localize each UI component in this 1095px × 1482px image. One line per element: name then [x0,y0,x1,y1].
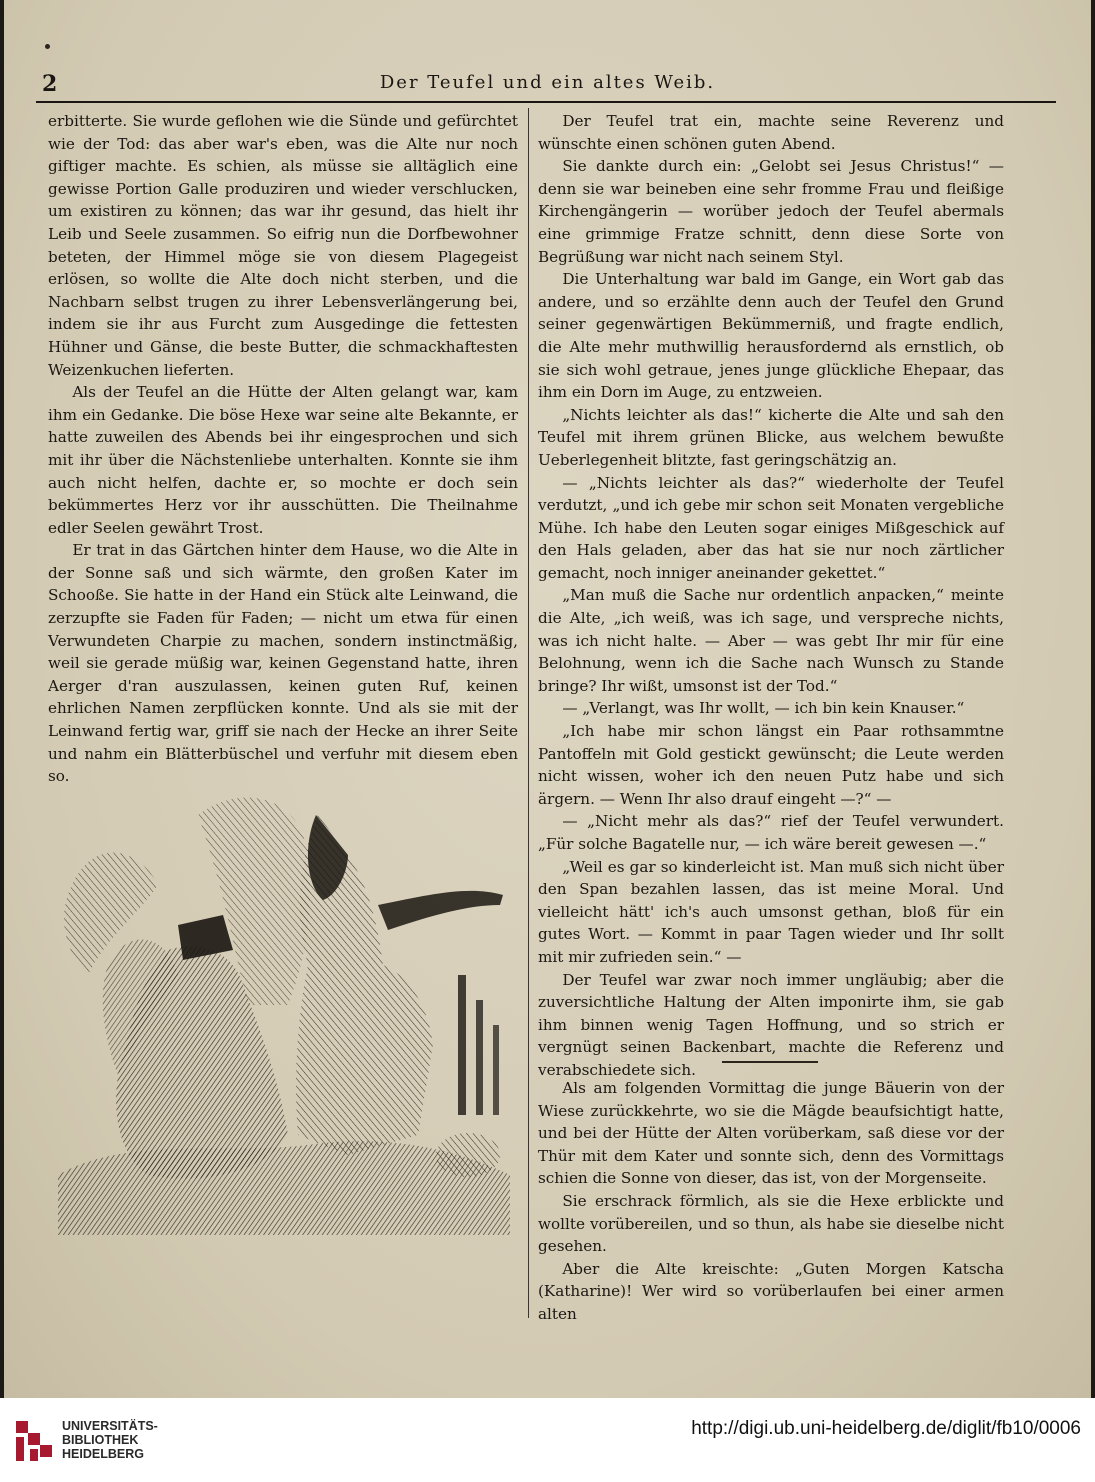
paragraph: „Ich habe mir schon längst ein Paar rothsammtne Pantoffeln mit Gold gestickt gewünscht; die Leute werden nicht wissen, woher ich den neuen Putz habe und sich ärgern. — Wenn Ihr also drauf eingeht —?“ — [538,722,1004,808]
paragraph: Die Unterhaltung war bald im Gange, ein Wort gab das andere, und so erzählte denn auch der Teufel den Grund seiner gegenwärtigen Bekümmerniß, und fragte endlich, die Alte mehr muthwillig herausfordernd als ernstlich, ob sie sich wohl getraue, jenes junge glückliche Ehepaar, das ihm ein Dorn im Auge, zu entzweien. [538,270,1004,402]
paragraph: Als am folgenden Vormittag die junge Bäuerin von der Wiese zurückkehrte, wo sie die Mägde beaufsichtigt hatte, und bei der Hütte der Alten vorüberkam, saß diese vor der Thür mit dem Kater und sonnte sich, denn des Vormittags schien die Sonne von dieser, das ist, von der Morgenseite. [538,1079,1004,1188]
section-rule [722,1061,818,1063]
paragraph: Sie dankte durch ein: „Gelobt sei Jesus Christus!“ — denn sie war beineben eine sehr fromme Frau und fleißige Kirchengängerin — worüber jedoch der Teufel abermals eine grimmige Fratze schnitt, denn diese Sorte von Begrüßung war nicht nach seinem Styl. [538,157,1004,266]
library-logo-icon [12,1417,52,1463]
right-text-column [538,110,1004,1079]
paragraph: Sie erschrack förmlich, als sie die Hexe erblickte und wollte vorübereilen, und so thun, als habe sie dieselbe nicht gesehen. [538,1191,1004,1256]
left-text-column [48,110,518,786]
paragraph: erbitterte. Sie wurde geflohen wie die Sünde und gefürchtet wie der Tod: das aber war's eben, was die Alte nur noch giftiger machte. Es schien, als müsse sie alltäglich eine gewisse Portion Galle produziren und wieder verschlucken, um existiren zu können; das war ihr gesund, das hielt ihr Leib und Seele zusammen. So eifrig nun die Dorfbewohner beteten, der Himmel möge sie von diesem Plagegeist erlösen, so wollte die Alte doch nicht sterben, und die Nachbarn selbst trugen zu ihrer Lebensverlängerung bei, indem sie ihr aus Furcht zum Ausgedinge die fettesten Hühner und Gänse, die beste Butter, die schmackhaftesten Weizenkuchen lieferten. [48,112,518,379]
footer-bar [0,1398,1095,1482]
paragraph: „Weil es gar so kinderleicht ist. Man muß sich nicht über den Span bezahlen lassen, das ist meine Moral. Und vielleicht hätt' ich's auch umsonst gethan, bloß für ein gutes Wort. — Kommt in paar Tagen wieder und Ihr sollt mit mir zufrieden sein.“ — [538,857,1004,966]
paragraph: „Man muß die Sache nur ordentlich anpacken,“ meinte die Alte, „ich weiß, was ich sage, und verspreche nichts, was ich nicht halte. — Aber — was gebt Ihr mir für eine Belohnung, wenn ich die Sache nach Wunsch zu Stande bringe? Ihr wißt, umsonst ist der Tod.“ [538,586,1004,695]
right-text-column-continued [538,1077,1004,1321]
paragraph: — „Nicht mehr als das?“ rief der Teufel verwundert. „Für solche Bagatelle nur, — ich wäre bereit gewesen —.“ [538,812,1004,853]
paragraph: Der Teufel war zwar noch immer ungläubig; aber die zuversichtliche Haltung der Alten imponirte ihm, sie gab ihm binnen wenig Tagen Hoffnung, und so strich er vergnügt seinen Backenbart, machte die Referenz und verabschiedete sich. [538,970,1004,1079]
paragraph: Der Teufel trat ein, machte seine Reverenz und wünschte einen schönen guten Abend. [538,112,1004,153]
paragraph: Er trat in das Gärtchen hinter dem Hause, wo die Alte in der Sonne saß und sich wärmte, den großen Kater im Schooße. Sie hatte in der Hand ein Stück alte Leinwand, die zerzupfte sie Faden für Faden; — nicht um etwa für einen Verwundeten Charpie zu machen, sondern instinctmäßig, weil sie gerade müßig war, keinen Gegenstand hatte, ihren Aerger d'ran auszulassen, keinen guten Ruf, keinen ehrlichen Namen zerpflücken konnte. Und als sie mit der Leinwand fertig war, griff sie nach der Hecke an ihrer Seite und nahm ein Blätterbüschel und verfuhr mit diesem eben so. [48,541,518,786]
source-url-link[interactable]: http://digi.ub.uni-heidelberg.de/diglit/fb10/0006 [691,1418,1081,1439]
header-rule [36,101,1056,103]
paragraph: — „Verlangt, was Ihr wollt, — ich bin kein Knauser.“ [562,699,965,718]
paragraph: — „Nichts leichter als das?“ wiederholte der Teufel verdutzt, „und ich gebe mir schon seit Monaten vergebliche Mühe. Ich habe den Leuten sogar einiges Mißgeschick auf den Hals geladen, aber das hat sie nur noch zärtlicher gemacht, noch inniger aneinander gekettet.“ [538,473,1004,582]
column-divider [528,108,529,1318]
library-name: UNIVERSITÄTS- BIBLIOTHEK HEIDELBERG [62,1419,158,1461]
paragraph: „Nichts leichter als das!“ kicherte die Alte und sah den Teufel mit ihrem grünen Blicke, aus welchem bewußte Ueberlegenheit blitzte, fast geringschätzig an. [538,405,1004,469]
scanned-page [4,0,1091,1398]
paragraph: Als der Teufel an die Hütte der Alten gelangt war, kam ihm ein Gedanke. Die böse Hexe war seine alte Bekannte, er hatte zuweilen des Abends bei ihr eingesprochen und sich mit ihr über die Nächstenliebe unterhalten. Konnte sie ihm auch nicht helfen, dachte er, so mochte er doch sein bekümmertes Herz vor ihr ausschütten. Die Theilnahme edler Seelen gewährt Trost. [48,383,518,537]
engraving-illustration [48,775,520,1240]
running-title: Der Teufel und ein altes Weib. [379,72,716,93]
page-number: 2 [42,71,58,97]
paragraph: Aber die Alte kreischte: „Guten Morgen Katscha (Katharine)! Wer wird so vorüberlaufen bei einer armen alten [538,1259,1004,1323]
margin-dot [45,44,50,49]
